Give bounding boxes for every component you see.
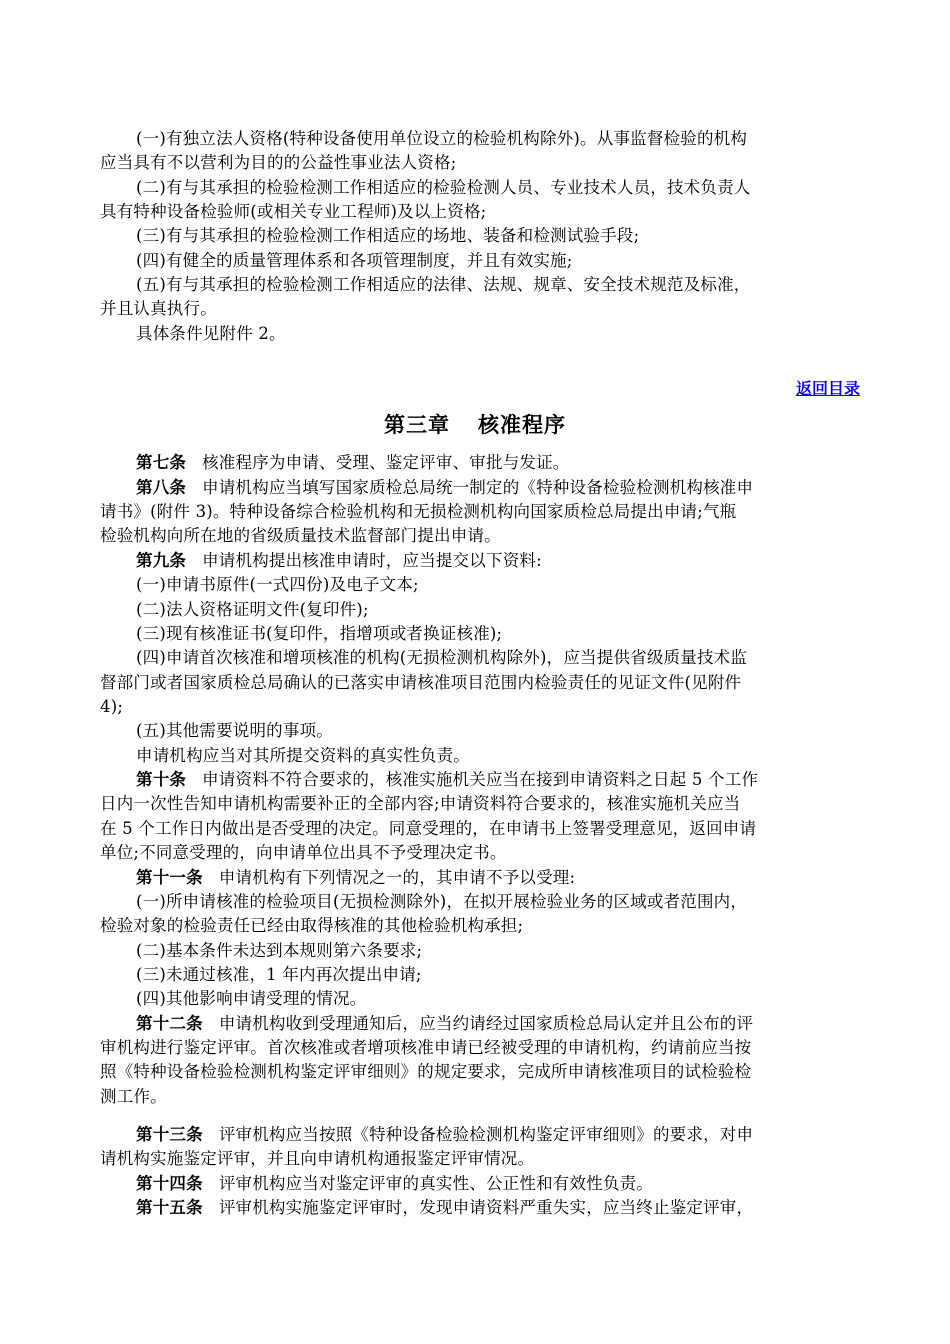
article-number: 第十条 [136,770,187,789]
paragraph-line: 单位;不同意受理的，向申请单位出具不予受理决定书。 [100,843,507,862]
article-line: 第十一条 申请机构有下列情况之一的，其申请不予以受理: [136,868,576,887]
article-line: 第十条 申请资料不符合要求的，核准实施机关应当在接到申请资料之日起 5 个工作 [136,770,759,789]
paragraph-line: 日内一次性告知申请机构需要补正的全部内容;申请资料符合要求的，核准实施机关应当 [100,794,741,813]
paragraph-line: (五)其他需要说明的事项。 [136,721,333,740]
paragraph-line: (二)有与其承担的检验检测工作相适应的检验检测人员、专业技术人员，技术负责人 [136,178,751,197]
paragraph-line: 请机构实施鉴定评审，并且向申请机构通报鉴定评审情况。 [100,1149,535,1168]
back-to-toc-link[interactable]: 返回目录 [795,379,860,398]
paragraph-line: 检验对象的检验责任已经由取得核准的其他检验机构承担; [100,916,524,935]
article-number: 第十四条 [136,1174,203,1193]
article-number: 第八条 [136,478,187,497]
paragraph-line: 并且认真执行。 [100,299,217,318]
article-line: 第九条 申请机构提出核准申请时，应当提交以下资料: [136,551,542,570]
article-number: 第七条 [136,453,187,472]
paragraph-line: 审机构进行鉴定评审。首次核准或者增项核准申请已经被受理的申请机构，约请前应当按 [100,1038,752,1057]
paragraph-line: 具体条件见附件 2。 [136,324,286,343]
article-number: 第十三条 [136,1125,203,1144]
article-line: 第七条 核准程序为申请、受理、鉴定评审、审批与发证。 [136,453,570,472]
paragraph-line: 在 5 个工作日内做出是否受理的决定。同意受理的，在申请书上签署受理意见，返回申请 [100,819,757,838]
article-number: 第九条 [136,551,187,570]
paragraph-line: (二)法人资格证明文件(复印件); [136,600,369,619]
paragraph-line: (一)申请书原件(一式四份)及电子文本; [136,575,419,594]
paragraph-line: (三)现有核准证书(复印件，指增项或者换证核准); [136,624,503,643]
paragraph-line: 测工作。 [100,1087,167,1106]
article-number: 第十五条 [136,1198,203,1217]
article-line: 第八条 申请机构应当填写国家质检总局统一制定的《特种设备检验检测机构核准申 [136,478,754,497]
paragraph-line: (四)有健全的质量管理体系和各项管理制度，并且有效实施; [136,251,573,270]
article-line: 第十五条 评审机构实施鉴定评审时，发现申请资料严重失实，应当终止鉴定评审， [136,1198,754,1217]
paragraph-line: 督部门或者国家质检总局确认的已落实申请核准项目范围内检验责任的见证文件(见附件 [100,673,742,692]
paragraph-line: (四)申请首次核准和增项核准的机构(无损检测机构除外)，应当提供省级质量技术监 [136,648,748,667]
article-line: 第十四条 评审机构应当对鉴定评审的真实性、公正性和有效性负责。 [136,1174,654,1193]
paragraph-line: (一)所申请核准的检验项目(无损检测除外)，在拟开展检验业务的区域或者范围内， [136,892,748,911]
chapter-heading [0,409,950,441]
paragraph-line: (四)其他影响申请受理的情况。 [136,989,367,1008]
article-line: 第十二条 申请机构收到受理通知后，应当约请经过国家质检总局认定并且公布的评 [136,1014,754,1033]
paragraph-line: (三)有与其承担的检验检测工作相适应的场地、装备和检测试验手段; [136,226,640,245]
article-line: 第十三条 评审机构应当按照《特种设备检验检测机构鉴定评审细则》的要求，对申 [136,1125,754,1144]
paragraph-line: 照《特种设备检验检测机构鉴定评审细则》的规定要求，完成所申请核准项目的试检验检 [100,1062,752,1081]
article-number: 第十二条 [136,1014,203,1033]
paragraph-line: 申请机构应当对其所提交资料的真实性负责。 [136,746,470,765]
paragraph-line: 应当具有不以营利为目的的公益性事业法人资格; [100,153,457,172]
paragraph-line: (三)未通过核准，1 年内再次提出申请; [136,965,422,984]
chapter-number: 第三章 [384,413,450,437]
paragraph-line: 4); [100,697,124,716]
paragraph-line: 检验机构向所在地的省级质量技术监督部门提出申请。 [100,526,501,545]
paragraph-line: 具有特种设备检验师(或相关专业工程师)及以上资格; [100,202,487,221]
paragraph-line: 请书》(附件 3)。特种设备综合检验机构和无损检测机构向国家质检总局提出申请;气瓶 [100,502,737,521]
chapter-title: 核准程序 [478,413,566,437]
paragraph-line: (一)有独立法人资格(特种设备使用单位设立的检验机构除外)。从事监督检验的机构 [136,129,748,148]
paragraph-line: (五)有与其承担的检验检测工作相适应的法律、法规、规章、安全技术规范及标准， [136,275,751,294]
article-number: 第十一条 [136,868,203,887]
paragraph-line: (二)基本条件未达到本规则第六条要求; [136,941,423,960]
